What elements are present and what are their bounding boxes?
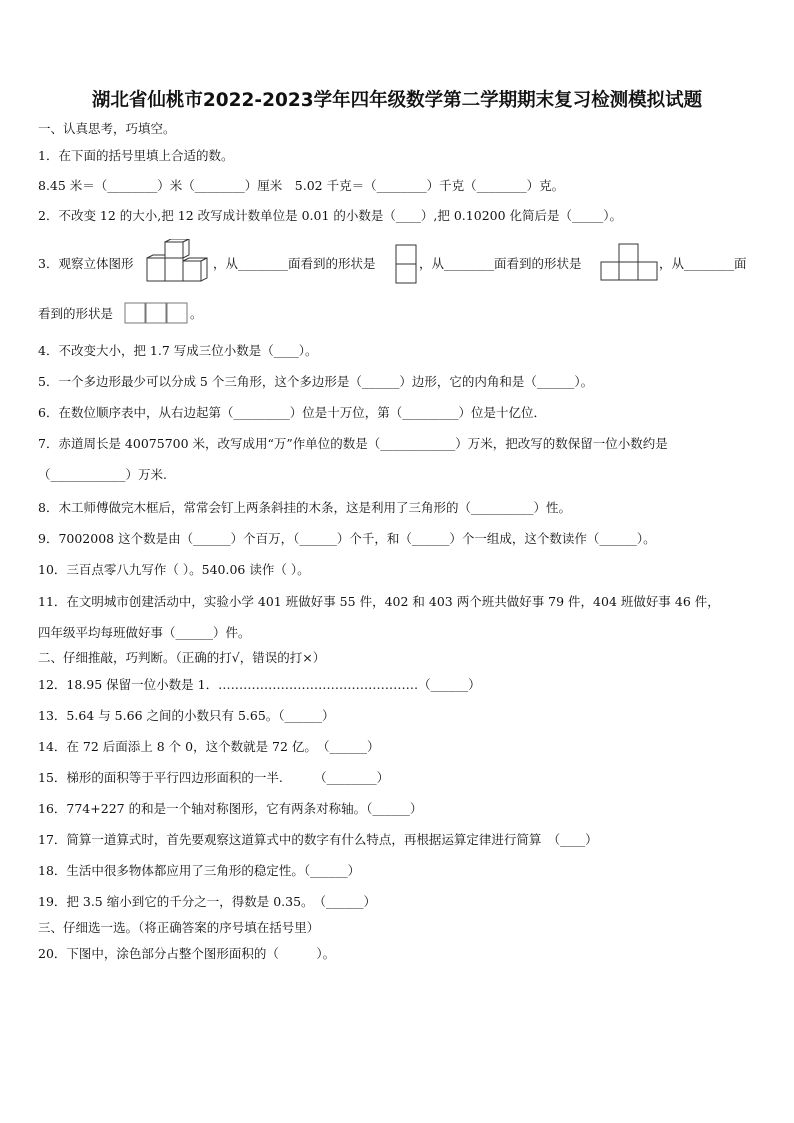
question-11-cont: 四年级平均每班做好事（______）件。	[38, 625, 251, 640]
cube-face	[165, 242, 183, 258]
question-8: 8．木工师傅做完木框后，常常会钉上两条斜挂的木条，这是利用了三角形的（__________）性。	[38, 500, 571, 515]
question-9: 9．7002008 这个数是由（______）个百万，（______）个千，和（______）个一组成，这个数读作（______）。	[38, 531, 656, 546]
question-15: 15．梯形的面积等于平行四边形面积的一半. （________）	[38, 770, 390, 785]
question-14: 14．在 72 后面添上 8 个 0，这个数就是 72 亿。 （______）	[38, 739, 380, 754]
question-3-view-1: ，从________面看到的形状是	[213, 256, 376, 271]
question-3-lead: 3．观察立体图形	[38, 256, 134, 271]
question-5: 5．一个多边形最少可以分成 5 个三角形，这个多边形是（______）边形，它的内角和是（______）。	[38, 374, 594, 389]
section-1-heading: 一、认真思考，巧填空。	[38, 121, 176, 136]
question-3-view-2: ，从________面看到的形状是	[419, 256, 582, 271]
view-shape-three-horizontal	[124, 302, 188, 324]
solid-cubes-figure	[143, 239, 213, 285]
question-17: 17．简算一道算式时，首先要观察这道算式中的数字有什么特点，再根据运算定律进行简算 （____）	[38, 832, 598, 847]
question-1-blanks: 8.45 米＝（________）米（________）厘米 5.02 千克＝（________）千克（________）克。	[38, 178, 565, 193]
question-7: 7．赤道周长是 40075700 米，改写成用“万”作单位的数是（____________）万米，把改写的数保留一位小数约是	[38, 436, 668, 451]
question-7-cont: （____________）万米.	[38, 467, 167, 482]
question-3-view-3: ，从________面	[659, 256, 747, 271]
question-3-view-3-cont: 看到的形状是	[38, 306, 114, 321]
question-2: 2．不改变 12 的大小,把 12 改写成计数单位是 0.01 的小数是（____）,把 0.10200 化简后是（_____）。	[38, 208, 623, 223]
cube-face	[183, 261, 201, 281]
page-title: 湖北省仙桃市2022-2023学年四年级数学第二学期期末复习检测模拟试题	[91, 90, 703, 111]
question-12: 12．18.95 保留一位小数是 1．…………………………………………（______）	[38, 677, 481, 692]
question-16: 16．774+227 的和是一个轴对称图形，它有两条对称轴。（______）	[38, 801, 423, 816]
question-10: 10．三百点零八九写作（ ）。540.06 读作（ ）。	[38, 562, 310, 577]
question-6: 6．在数位顺序表中，从右边起第（_________）位是十万位，第（_________）位是十亿位．	[38, 405, 546, 420]
question-1: 1．在下面的括号里填上合适的数。	[38, 148, 234, 163]
question-19: 19．把 3.5 缩小到它的千分之一，得数是 0.35。 （______）	[38, 894, 377, 909]
question-4: 4．不改变大小，把 1.7 写成三位小数是（____）。	[38, 343, 318, 358]
view-shape-two-vertical	[395, 244, 417, 284]
question-11: 11．在文明城市创建活动中，实验小学 401 班做好事 55 件，402 和 403 两个班共做好事 79 件，404 班做好事 46 件，	[38, 594, 720, 609]
question-18: 18．生活中很多物体都应用了三角形的稳定性。（______）	[38, 863, 361, 878]
cube-face	[147, 258, 165, 281]
section-3-heading: 三、仔细选一选。（将正确答案的序号填在括号里）	[38, 920, 320, 935]
question-3-end: 。	[190, 306, 203, 321]
cube-face	[165, 258, 183, 281]
section-2-heading: 二、仔细推敲，巧判断。（正确的打√，错误的打×）	[38, 650, 326, 665]
question-20: 20．下图中，涂色部分占整个图形面积的（ ）。	[38, 946, 336, 961]
question-13: 13．5.64 与 5.66 之间的小数只有 5.65。（______）	[38, 708, 335, 723]
view-shape-t-shape	[600, 243, 658, 281]
